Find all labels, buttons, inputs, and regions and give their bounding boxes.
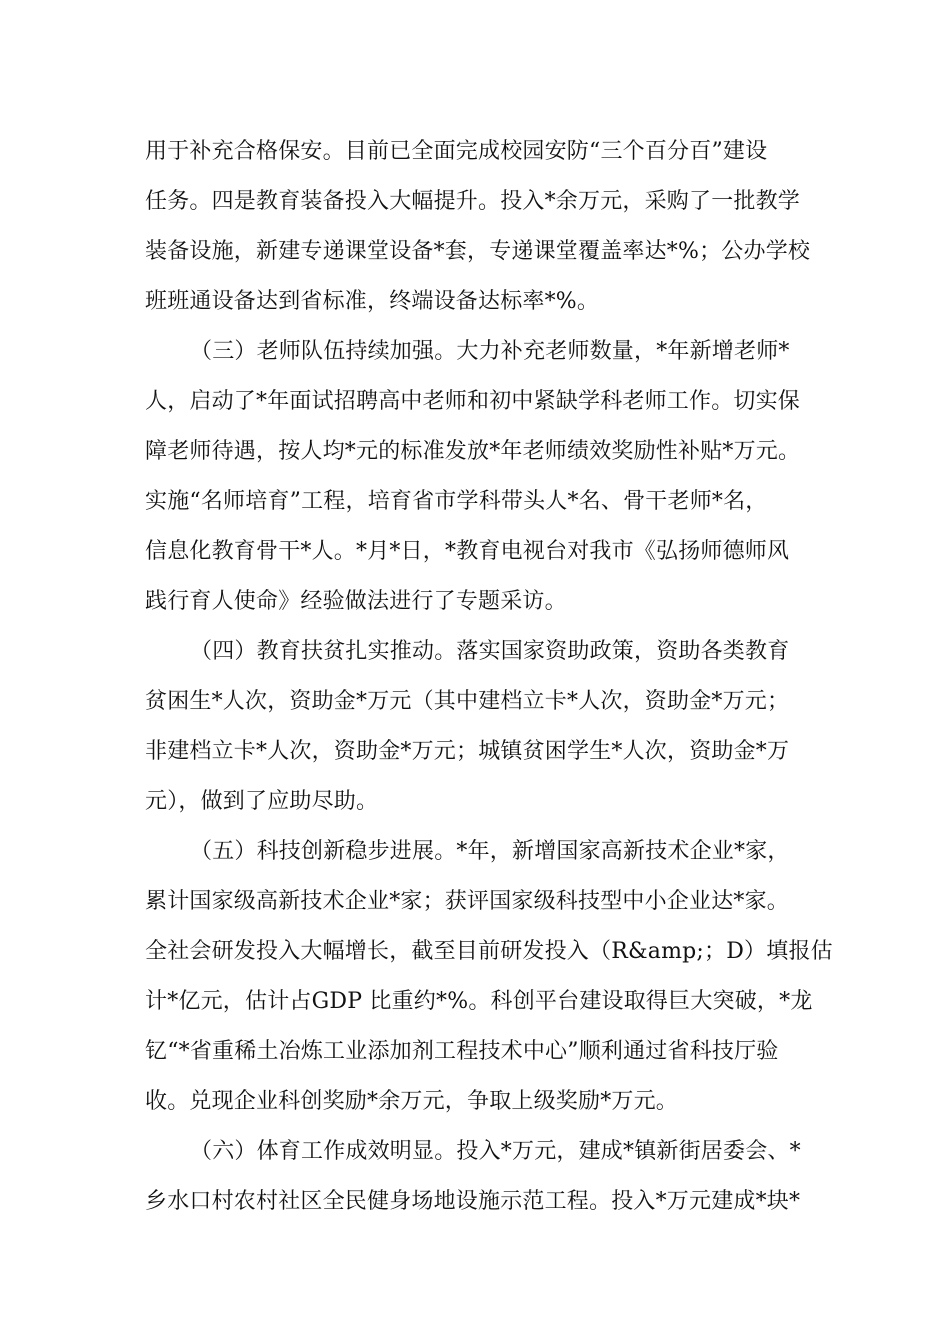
text-line: 收。兑现企业科创奖励*余万元，争取上级奖励*万元。 <box>145 1089 679 1114</box>
paragraph-heading-line: （六）体育工作成效明显。投入*万元，建成*镇新街居委会、* <box>190 1139 801 1164</box>
text-line: 计*亿元，估计占GDP 比重约*%。科创平台建设取得巨大突破，*龙 <box>145 989 813 1014</box>
text-line: 累计国家级高新技术企业*家；获评国家级科技型中小企业达*家。 <box>145 889 790 914</box>
text-line: 任务。四是教育装备投入大幅提升。投入*余万元，采购了一批教学 <box>145 189 801 214</box>
text-line: 贫困生*人次，资助金*万元（其中建档立卡*人次，资助金*万元； <box>145 689 790 714</box>
paragraph-heading-line: （三）老师队伍持续加强。大力补充老师数量，*年新增老师* <box>190 339 790 364</box>
text-line: 班班通设备达到省标准，终端设备达标率*%。 <box>145 289 600 314</box>
text-line: 用于补充合格保安。目前已全面完成校园安防“三个百分百”建设 <box>145 139 768 164</box>
text-line: 非建档立卡*人次，资助金*万元；城镇贫困学生*人次，资助金*万 <box>145 739 790 764</box>
text-line: 障老师待遇，按人均*元的标准发放*年老师绩效奖励性补贴*万元。 <box>145 439 801 464</box>
text-line: 信息化教育骨干*人。*月*日，*教育电视台对我市《弘扬师德师风 <box>145 539 790 564</box>
text-line: 践行育人使命》经验做法进行了专题采访。 <box>145 589 567 614</box>
text-line: 全社会研发投入大幅增长，截至目前研发投入（R&amp;；D）填报估 <box>145 939 833 964</box>
text-line: 人，启动了*年面试招聘高中老师和初中紧缺学科老师工作。切实保 <box>145 389 801 414</box>
text-line: 元），做到了应助尽助。 <box>145 789 379 814</box>
text-line: 钇“*省重稀土冶炼工业添加剂工程技术中心”顺利通过省科技厅验 <box>145 1039 779 1064</box>
paragraph-heading-line: （四）教育扶贫扎实推动。落实国家资助政策，资助各类教育 <box>190 639 790 664</box>
paragraph-heading-line: （五）科技创新稳步进展。*年，新增国家高新技术企业*家， <box>190 839 790 864</box>
text-line: 装备设施，新建专递课堂设备*套，专递课堂覆盖率达*%；公办学校 <box>145 239 811 264</box>
text-line: 实施“名师培育”工程，培育省市学科带头人*名、骨干老师*名， <box>145 489 768 514</box>
text-line: 乡水口村农村社区全民健身场地设施示范工程。投入*万元建成*块* <box>145 1189 801 1214</box>
